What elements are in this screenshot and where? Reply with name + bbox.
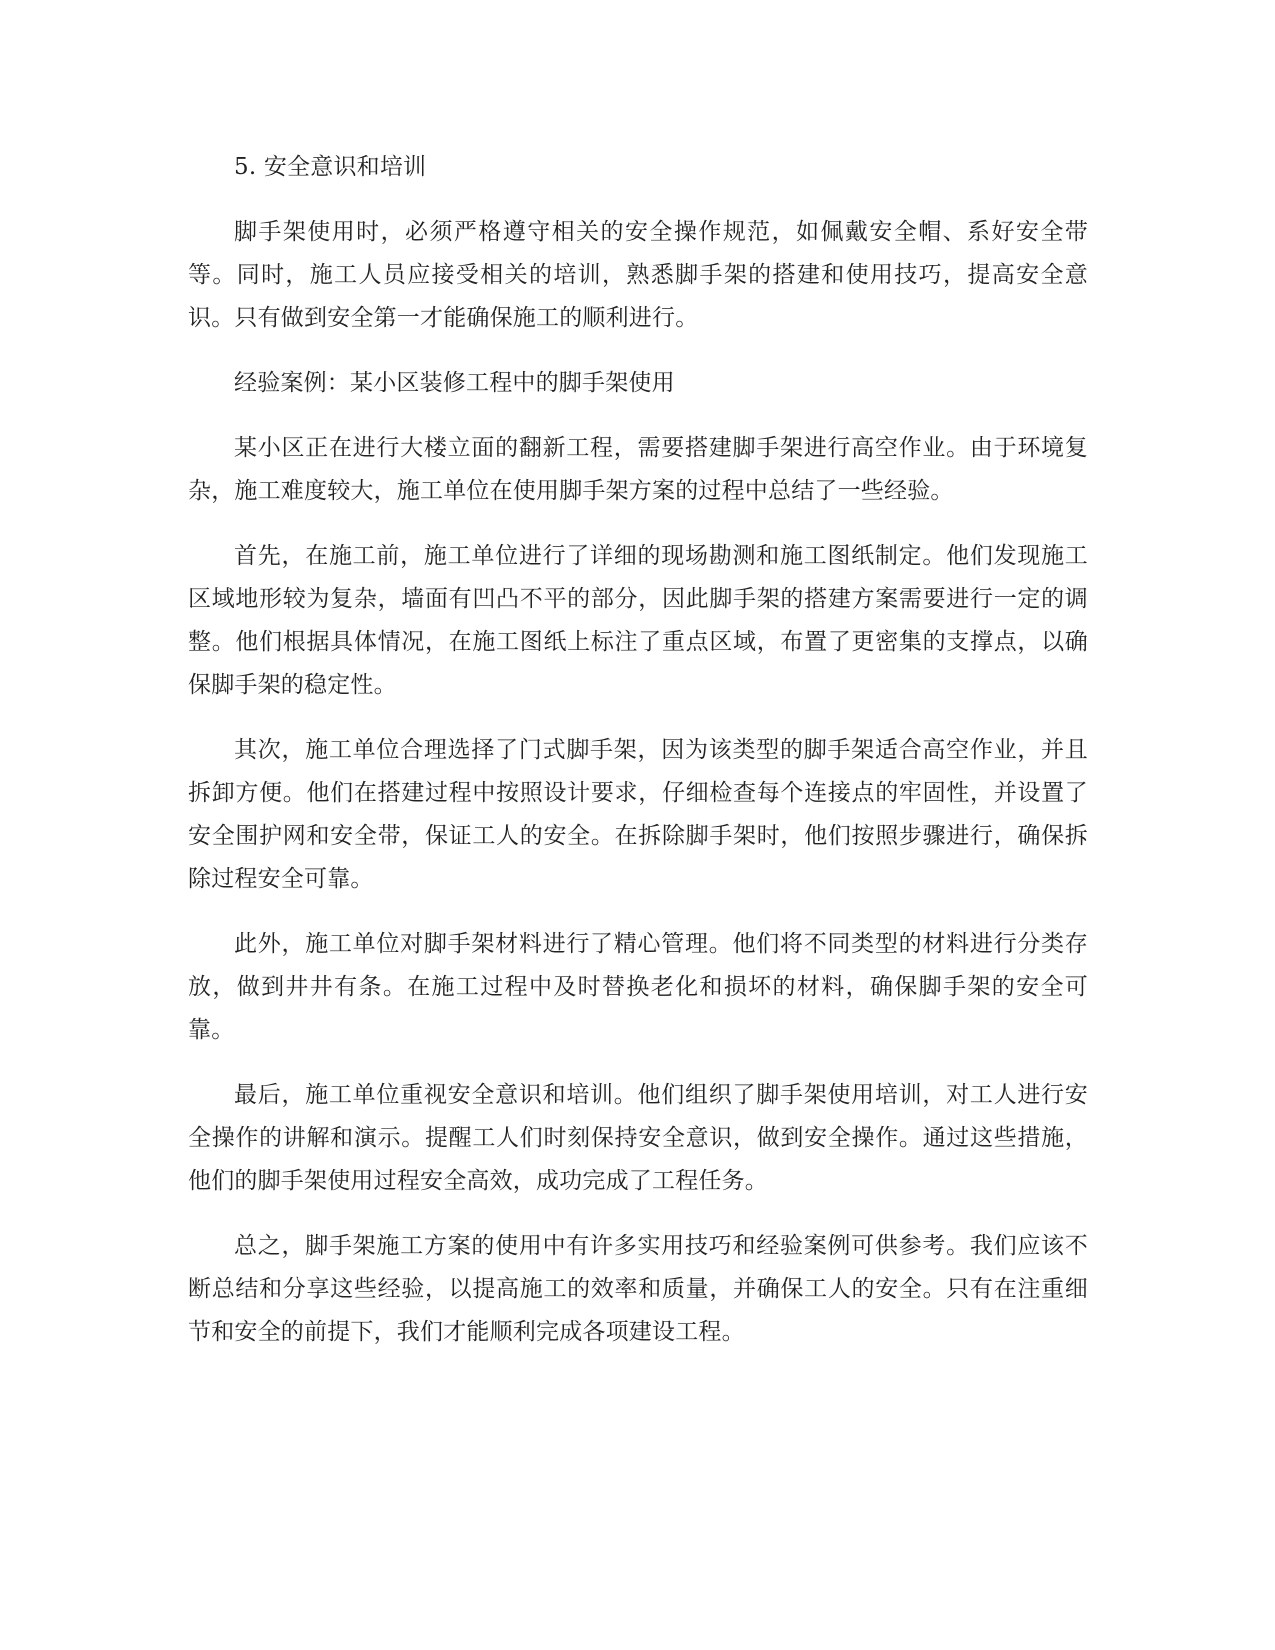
section-heading: 5. 安全意识和培训 [234, 154, 427, 180]
paragraph-third: 此外，施工单位对脚手架材料进行了精心管理。他们将不同类型的材料进行分类存放，做到井井有条。在施工过程中及时替换老化和损坏的材料，确保脚手架的安全可靠。 [188, 931, 1088, 1043]
paragraph-safety-rules: 脚手架使用时，必须严格遵守相关的安全操作规范，如佩戴安全帽、系好安全带等。同时，施工人员应接受相关的培训，熟悉脚手架的搭建和使用技巧，提高安全意识。只有做到安全第一才能确保施工的顺利进行。 [188, 219, 1088, 331]
paragraph-conclusion: 总之，脚手架施工方案的使用中有许多实用技巧和经验案例可供参考。我们应该不断总结和分享这些经验，以提高施工的效率和质量，并确保工人的安全。只有在注重细节和安全的前提下，我们才能顺利完成各项建设工程。 [188, 1233, 1088, 1345]
case-study-title: 经验案例：某小区装修工程中的脚手架使用 [234, 370, 675, 396]
document-body [188, 146, 1088, 1376]
paragraph-case-intro: 某小区正在进行大楼立面的翻新工程，需要搭建脚手架进行高空作业。由于环境复杂，施工难度较大，施工单位在使用脚手架方案的过程中总结了一些经验。 [188, 435, 1088, 504]
paragraph-last: 最后，施工单位重视安全意识和培训。他们组织了脚手架使用培训，对工人进行安全操作的讲解和演示。提醒工人们时刻保持安全意识，做到安全操作。通过这些措施，他们的脚手架使用过程安全高效，成功完成了工程任务。 [188, 1082, 1088, 1194]
paragraph-first: 首先，在施工前，施工单位进行了详细的现场勘测和施工图纸制定。他们发现施工区域地形较为复杂，墙面有凹凸不平的部分，因此脚手架的搭建方案需要进行一定的调整。他们根据具体情况，在施工图纸上标注了重点区域，布置了更密集的支撑点，以确保脚手架的稳定性。 [188, 543, 1088, 698]
paragraph-second: 其次，施工单位合理选择了门式脚手架，因为该类型的脚手架适合高空作业，并且拆卸方便。他们在搭建过程中按照设计要求，仔细检查每个连接点的牢固性，并设置了安全围护网和安全带，保证工人的安全。在拆除脚手架时，他们按照步骤进行，确保拆除过程安全可靠。 [188, 737, 1088, 892]
